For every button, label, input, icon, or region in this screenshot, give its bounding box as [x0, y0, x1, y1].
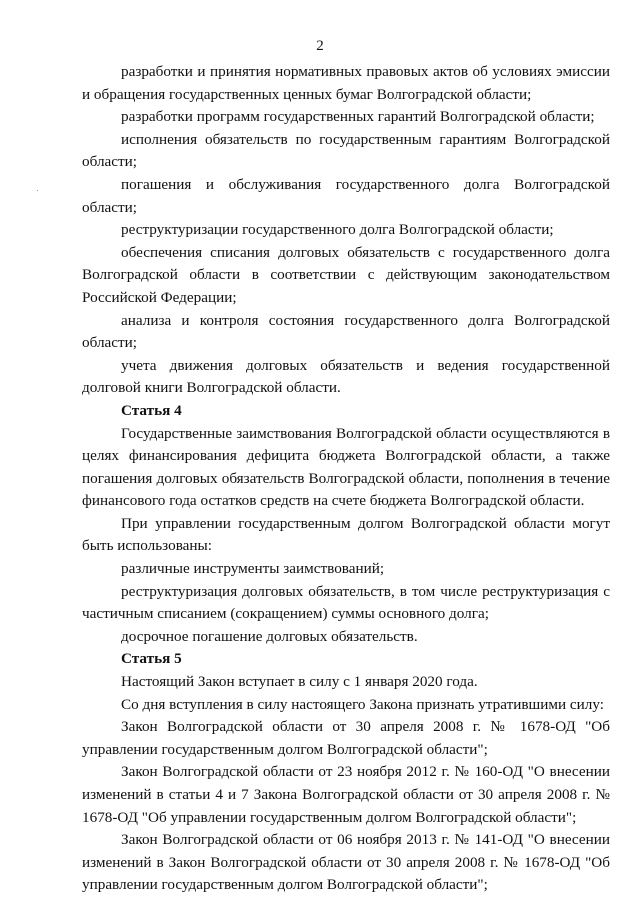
paragraph: При управлении государственным долгом Волгоградской области могут быть использованы:: [82, 514, 610, 555]
article-4-heading: Статья 4: [121, 401, 182, 419]
list-item: учета движения долговых обязательств и ведения государственной долговой книги Волгоградской области.: [82, 356, 610, 397]
list-item: досрочное погашение долговых обязательств.: [121, 627, 418, 645]
list-item: Закон Волгоградской области от 23 ноября 2012 г. № 160-ОД "О внесении изменений в статьи 4 и 7 Закона Волгоградской области от 30 апреля 2008 г. № 1678-ОД "Об управлении государственным долгом Волгоградской области";: [82, 763, 610, 826]
page-number: 2: [316, 38, 324, 54]
paragraph: Государственные заимствования Волгоградской области осуществляются в целях финансирования дефицита бюджета Волгоградской области, а также погашения долговых обязательств Волгоградской области, пополнения в течение финансового года остатков средств на счете бюджета Волгоградской области.: [82, 424, 610, 510]
margin-mark: [37, 190, 38, 191]
list-item: Закон Волгоградской области от 06 ноября 2013 г. № 141-ОД "О внесении изменений в Закон Волгоградской области от 30 апреля 2008 г. № 1678-ОД "Об управлении государственным долгом Волгоградской области";: [82, 831, 610, 894]
paragraph: Настоящий Закон вступает в силу с 1 января 2020 года.: [121, 673, 478, 691]
list-item: разработки и принятия нормативных правовых актов об условиях эмиссии и обращения государственных ценных бумаг Волгоградской области;: [82, 63, 610, 103]
paragraph: Со дня вступления в силу настоящего Закона признать утратившими силу:: [121, 695, 604, 713]
list-item: различные инструменты заимствований;: [121, 560, 385, 578]
list-item: исполнения обязательств по государственным гарантиям Волгоградской области;: [82, 130, 610, 171]
list-item: Закон Волгоградской области от 30 апреля 2008 г. № 1678-ОД "Об управлении государственным долгом Волгоградской области";: [82, 718, 610, 758]
list-item: обеспечения списания долговых обязательств с государственного долга Волгоградской области в соответствии с действующим законодательством Российской Федерации;: [82, 243, 610, 306]
document-body: [82, 61, 610, 897]
list-item: анализа и контроля состояния государственного долга Волгоградской области;: [82, 311, 610, 352]
article-5-heading: Статья 5: [121, 650, 182, 668]
list-item: погашения и обслуживания государственного долга Волгоградской области;: [82, 175, 610, 216]
duties-list: [82, 61, 610, 400]
list-item: реструктуризация долговых обязательств, в том числе реструктуризация с частичным списанием (сокращением) суммы основного долга;: [82, 582, 610, 623]
article-5-body: [82, 671, 610, 897]
list-item: реструктуризации государственного долга Волгоградской области;: [121, 221, 554, 239]
list-item: разработки программ государственных гарантий Волгоградской области;: [121, 108, 595, 126]
article-4-body: [82, 423, 610, 649]
